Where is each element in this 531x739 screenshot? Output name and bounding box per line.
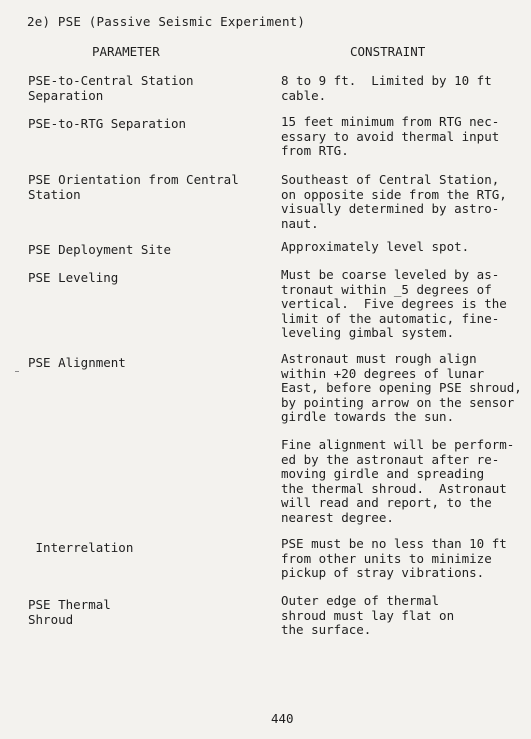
parameter-cell: PSE Orientation from Central Station [28, 172, 239, 202]
parameter-column-header: PARAMETER [92, 44, 160, 59]
parameter-cell: PSE Leveling [28, 270, 119, 285]
constraint-column-header: CONSTRAINT [350, 44, 426, 59]
page-number: 440 [271, 711, 294, 726]
constraint-cell: 8 to 9 ft. Limited by 10 ft cable. [281, 73, 492, 103]
constraint-cell: PSE must be no less than 10 ft from other units to minimize pickup of stray vibrations. [281, 536, 507, 581]
constraint-cell: Outer edge of thermal shroud must lay flat on the surface. [281, 593, 455, 638]
parameter-cell: PSE-to-RTG Separation [28, 116, 187, 131]
section-heading: 2e) PSE (Passive Seismic Experiment) [27, 14, 306, 29]
parameter-cell: PSE Thermal Shroud [28, 597, 111, 627]
parameter-cell: PSE Alignment [28, 355, 126, 370]
constraint-cell: Fine alignment will be perform- ed by the astronaut after re- moving girdle and spreading the thermal shroud. Astronaut will read and report, to the nearest degree. [281, 437, 515, 525]
constraint-cell: Astronaut must rough align within +20 degrees of lunar East, before opening PSE shroud, by pointing arrow on the sensor girdle towards the sun. [281, 351, 522, 425]
parameter-cell: Interrelation [28, 540, 134, 555]
constraint-cell: 15 feet minimum from RTG nec- essary to avoid thermal input from RTG. [281, 114, 500, 159]
parameter-cell: PSE-to-Central Station Separation [28, 73, 194, 103]
parameter-cell: PSE Deployment Site [28, 242, 171, 257]
constraint-cell: Must be coarse leveled by as- tronaut within _5 degrees of vertical. Five degrees is the limit of the automatic, fine- leveling gimbal system. [281, 267, 507, 341]
constraint-cell: Southeast of Central Station, on opposite side from the RTG, visually determined by astro- naut. [281, 172, 507, 231]
constraint-cell: Approximately level spot. [281, 239, 470, 254]
stray-mark [15, 371, 19, 372]
